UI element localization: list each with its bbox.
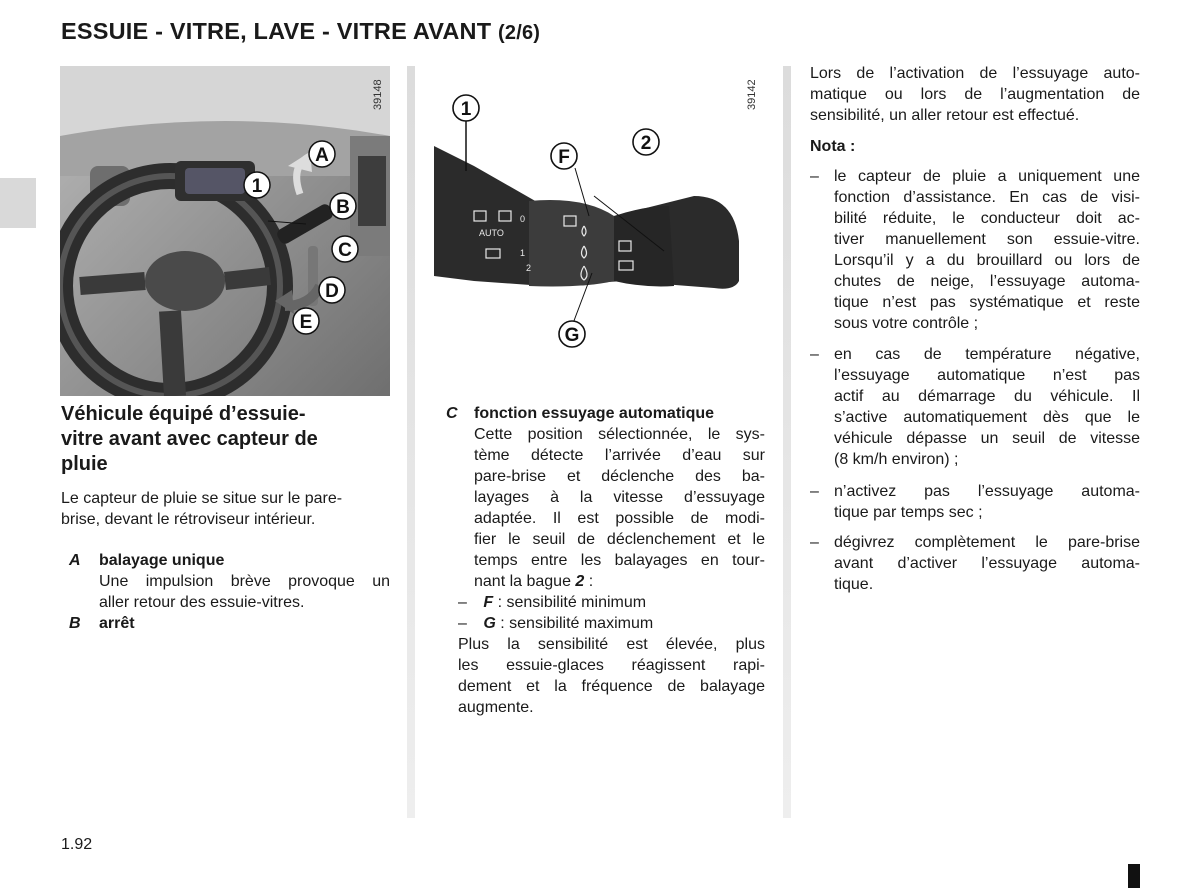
note-3-line-1: n’activez pas l’essuyage automa- xyxy=(834,483,1140,500)
note-1-line-4: tiver manuellement son essuie-vitre. xyxy=(834,231,1140,248)
ring-reference: 2 xyxy=(575,573,585,590)
item-c-line-6: fier le seuil de déclenchement et le xyxy=(474,531,765,548)
page-part: (2/6) xyxy=(498,22,541,44)
section-heading-line-2: vitre avant avec capteur de xyxy=(61,428,318,450)
right-intro-line-3: sensibilité, un aller retour est effectué. xyxy=(810,107,1080,124)
dash-f-key: F xyxy=(483,594,494,611)
outro-line-1: Plus la sensibilité est élevée, plus xyxy=(458,636,765,653)
right-intro-line-2: matique ou lors de l’augmentation de xyxy=(810,86,1140,103)
outro-line-4: augmente. xyxy=(458,699,534,716)
item-a-key: A xyxy=(69,552,81,569)
callout-d: D xyxy=(325,281,339,302)
dash-g-text: : sensibilité maximum xyxy=(495,615,654,632)
corner-marker xyxy=(1128,864,1140,888)
item-b-title: arrêt xyxy=(99,615,135,632)
page-number: 1.92 xyxy=(61,836,93,853)
note-1-line-2: fonction d’assistance. En cas de visi- xyxy=(834,189,1140,206)
stalk-label-auto: AUTO xyxy=(479,228,504,238)
page-title-text: ESSUIE - VITRE, LAVE - VITRE AVANT xyxy=(61,18,492,44)
note-1-line-1: le capteur de pluie a uniquement une xyxy=(834,168,1140,185)
item-c-key: C xyxy=(446,405,458,422)
outro-line-2: les essuie-glaces réagissent rapi- xyxy=(458,657,765,674)
item-c-line-8-text: nant la bague xyxy=(474,573,576,590)
item-a-line-1: Une impulsion brève provoque un xyxy=(99,573,390,590)
callout-e: E xyxy=(299,312,313,333)
item-b-key: B xyxy=(69,615,81,632)
note-4-line-1: dégivrez complètement le pare-brise xyxy=(834,534,1140,551)
note-3-line-2: tique par temps sec ; xyxy=(834,504,983,521)
dash-g-symbol: – xyxy=(458,615,467,632)
chapter-tab xyxy=(0,178,36,228)
item-a xyxy=(61,550,391,640)
steering-wheel-figure xyxy=(60,66,390,396)
item-c-line-7: temps entre les balayages en tour- xyxy=(474,552,765,569)
wiper-stalk-illustration xyxy=(434,66,764,396)
callout-c: C xyxy=(338,240,352,261)
callout-2-ring: 2 xyxy=(640,133,652,154)
stalk-label-0: 0 xyxy=(520,214,526,224)
note-1 xyxy=(810,166,1140,336)
note-4-line-2: avant d’activer l’essuyage automa- xyxy=(834,555,1140,572)
dash-f-symbol: – xyxy=(458,594,467,611)
note-3-text xyxy=(834,481,1140,523)
ring-suffix: : xyxy=(584,573,594,590)
callout-1-stalk: 1 xyxy=(460,99,472,120)
note-1-text xyxy=(834,166,1140,334)
note-1-line-8: sous votre contrôle ; xyxy=(834,315,979,332)
note-2-line-4: s’active automatiquement dès que le xyxy=(834,409,1140,426)
stalk-label-1: 1 xyxy=(520,248,526,258)
callout-b: B xyxy=(336,197,350,218)
section-heading xyxy=(61,402,391,477)
callout-g: G xyxy=(564,325,580,346)
outro-line-3: dement et la fréquence de balayage xyxy=(458,678,765,695)
item-c-title: fonction essuyage automatique xyxy=(474,405,715,422)
note-4-dash: – xyxy=(810,534,819,551)
note-2-line-1: en cas de température négative, xyxy=(834,346,1140,363)
intro-paragraph xyxy=(61,488,391,530)
note-1-line-3: bilité réduite, le conducteur doit ac- xyxy=(834,210,1140,227)
figure-code-left: 39148 xyxy=(372,79,384,110)
dash-g xyxy=(458,613,653,634)
note-1-line-6: chutes de neige, l’essuyage automa- xyxy=(834,273,1140,290)
note-2-line-6: (8 km/h environ) ; xyxy=(834,451,959,468)
dash-f xyxy=(458,592,646,613)
item-a-title: balayage unique xyxy=(99,552,225,569)
item-c-line-5: adaptée. Il est possible de modi- xyxy=(474,510,765,527)
item-c-line-8 xyxy=(474,571,593,592)
item-c-line-4: layages à la vitesse d’essuyage xyxy=(474,489,765,506)
section-heading-line-3: pluie xyxy=(61,453,108,475)
note-1-line-7: tique n’est pas systématique et reste xyxy=(834,294,1140,311)
note-4 xyxy=(810,532,1140,598)
item-c-line-2: tème détecte l’arrivée d’eau sur xyxy=(474,447,765,464)
note-1-line-5: Lorsqu’il y a du brouillard ou lors de xyxy=(834,252,1140,269)
item-c-line-1: Cette position sélectionnée, le sys- xyxy=(474,426,765,443)
note-2-text xyxy=(834,344,1140,470)
right-intro-line-1: Lors de l’activation de l’essuyage auto- xyxy=(810,65,1140,82)
callout-a: A xyxy=(315,145,329,166)
note-2-line-5: véhicule dépasse un seuil de vitesse xyxy=(834,430,1140,447)
steering-wheel-illustration xyxy=(60,66,390,396)
callout-1: 1 xyxy=(251,176,263,197)
note-2-line-2: l’essuyage automatique n’est pas xyxy=(834,367,1140,384)
note-4-text xyxy=(834,532,1140,595)
intro-line-1: Le capteur de pluie se situe sur le pare- xyxy=(61,490,343,507)
section-heading-line-1: Véhicule équipé d’essuie- xyxy=(61,403,306,425)
right-intro xyxy=(810,63,1140,126)
note-2-line-3: actif au démarrage du véhicule. Il xyxy=(834,388,1140,405)
column-divider-right xyxy=(783,66,791,818)
figure-code-right: 39142 xyxy=(746,79,758,110)
note-4-line-3: tique. xyxy=(834,576,874,593)
note-2-dash: – xyxy=(810,346,819,363)
page-title xyxy=(61,18,540,45)
item-c xyxy=(446,403,766,733)
note-3 xyxy=(810,481,1140,526)
dash-g-key: G xyxy=(483,615,496,632)
item-a-line-2: aller retour des essuie-vitres. xyxy=(99,594,305,611)
item-c-line-3: pare-brise et déclenche des ba- xyxy=(474,468,765,485)
dash-f-text: : sensibilité minimum xyxy=(493,594,647,611)
nota-label: Nota : xyxy=(810,138,856,155)
stalk-label-2: 2 xyxy=(526,263,532,273)
note-1-dash: – xyxy=(810,168,819,185)
column-divider-left xyxy=(407,66,415,818)
callout-f: F xyxy=(558,147,570,168)
wiper-stalk-figure xyxy=(434,66,764,396)
note-3-dash: – xyxy=(810,483,819,500)
note-2 xyxy=(810,344,1140,474)
intro-line-2: brise, devant le rétroviseur intérieur. xyxy=(61,511,316,528)
